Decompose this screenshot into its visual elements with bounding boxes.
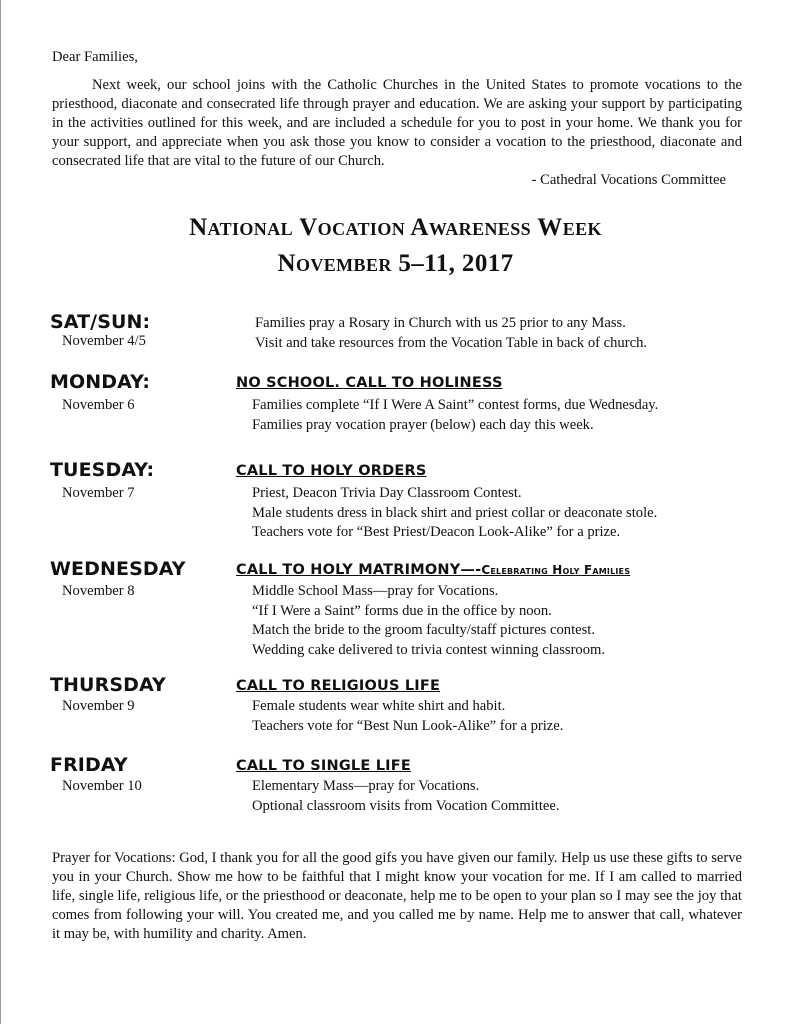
activity-item: Visit and take resources from the Vocation Table in back of church. [255, 334, 648, 351]
day-activities [255, 314, 647, 353]
page-left-border [0, 0, 1, 1024]
activity-item: Priest, Deacon Trivia Day Classroom Contest. [252, 485, 522, 501]
title-line-2-text: November 5–11, 2017 [277, 250, 514, 277]
activity-item: Wedding cake delivered to trivia contest winning classroom. [252, 641, 606, 658]
day-name: TUESDAY: [50, 459, 155, 481]
activity-item: Match the bride to the groom faculty/staff pictures contest. [252, 622, 595, 638]
activity-item: Teachers vote for “Best Priest/Deacon Look-Alike” for a prize. [252, 524, 621, 540]
day-date: November 8 [62, 583, 135, 599]
day-activities [252, 777, 560, 816]
day-name: SAT/SUN: [50, 311, 151, 333]
activity-item: Female students wear white shirt and habit. [252, 698, 506, 714]
day-name: THURSDAY [50, 674, 166, 696]
letter [52, 48, 742, 190]
activity-item: Teachers vote for “Best Nun Look-Alike” for a prize. [252, 717, 564, 734]
day-date: November 4/5 [62, 333, 146, 349]
activity-item: Elementary Mass—pray for Vocations. [252, 778, 480, 794]
title-line-1 [0, 214, 791, 242]
day-theme-sub: Celebrating Holy Families [481, 563, 631, 577]
activity-item: Families pray a Rosary in Church with us 25 prior to any Mass. [255, 315, 626, 331]
day-activities [252, 582, 605, 660]
activity-item: “If I Were a Saint” forms due in the office by noon. [252, 602, 552, 619]
letter-body: Next week, our school joins with the Catholic Churches in the United States to promote vocations to the priesthood, diaconate and consecrated life through prayer and education. We are asking your support by participating in the activities outlined for this week, and are included a schedule for you to post in your home. We thank you for your support, and appreciate when you ask those you know to consider a vocation to the priesthood, diaconate and consecrated life that are vital to the future of our Church. [52, 77, 742, 169]
day-activities [252, 484, 657, 543]
day-date: November 9 [62, 698, 135, 714]
day-name: FRIDAY [50, 754, 128, 776]
activity-item: Families complete “If I Were A Saint” contest forms, due Wednesday. [252, 397, 659, 413]
day-theme: NO SCHOOL. CALL TO HOLINESS [236, 375, 503, 391]
day-date: November 10 [62, 778, 142, 794]
activity-item: Optional classroom visits from Vocation Committee. [252, 797, 560, 814]
day-name: WEDNESDAY [50, 558, 186, 580]
prayer-for-vocations: Prayer for Vocations: God, I thank you for all the good gifs you have given our family. Help us use these gifts to serve you in your Church. Show me how to be faithful that I might know your vocation for me. If I am called to married life, single life, religious life, or the priesthood or deaconate, help me to be open to your plan so I may see the joy that comes from following your will. You created me, and you called me by name. Help me to answer that call, whatever it may be, with humility and charity. Amen. [52, 850, 742, 942]
activity-item: Middle School Mass—pray for Vocations. [252, 583, 499, 599]
letter-greeting: Dear Families, [52, 49, 138, 65]
title-line-1-text: National Vocation Awareness Week [189, 214, 602, 241]
day-theme [236, 562, 630, 578]
title-line-2 [0, 250, 791, 278]
day-theme: CALL TO HOLY ORDERS [236, 463, 427, 479]
activity-item: Families pray vocation prayer (below) each day this week. [252, 416, 594, 433]
day-date: November 6 [62, 397, 135, 413]
day-theme: CALL TO RELIGIOUS LIFE [236, 678, 441, 694]
day-date: November 7 [62, 485, 135, 501]
day-theme-main: CALL TO HOLY MATRIMONY—- [236, 562, 482, 578]
letter-signature: - Cathedral Vocations Committee [531, 172, 726, 188]
day-activities [252, 697, 563, 736]
day-theme: CALL TO SINGLE LIFE [236, 758, 411, 774]
day-activities [252, 396, 658, 435]
activity-item: Male students dress in black shirt and priest collar or deaconate stole. [252, 504, 658, 521]
day-name: MONDAY: [50, 371, 151, 393]
